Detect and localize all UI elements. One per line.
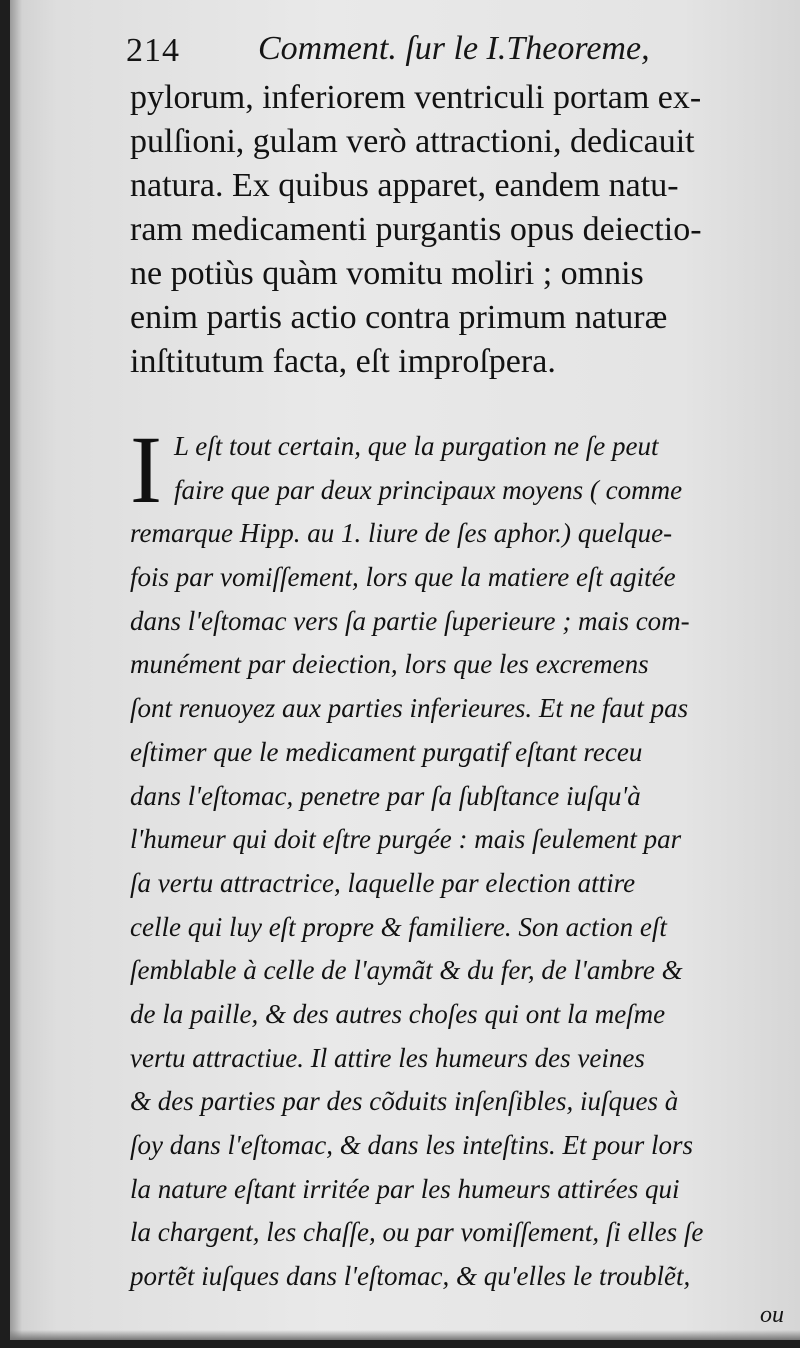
drop-cap: I xyxy=(130,416,162,523)
text-line: l'humeur qui doit eſtre purgée : mais ſeulement par xyxy=(130,824,682,855)
text-line: inſtitutum facta, eſt improſpera. xyxy=(130,343,556,380)
text-line: faire que par deux principaux moyens ( comme xyxy=(174,474,683,505)
text-line: remarque Hipp. au 1. liure de ſes aphor.) quelque- xyxy=(130,518,673,549)
text-line: celle qui luy eſt propre & familiere. Son action eſt xyxy=(130,911,667,942)
catchword: ou xyxy=(760,1302,784,1328)
text-line: munément par deiection, lors que les excremens xyxy=(130,649,649,680)
latin-paragraph xyxy=(130,76,770,384)
text-line: & des parties par des cõduits inſenſibles, iuſques à xyxy=(130,1086,679,1117)
text-line: vertu attractiue. Il attire les humeurs des veines xyxy=(130,1042,645,1073)
book-page xyxy=(10,0,800,1340)
text-line: natura. Ex quibus apparet, eandem natu- xyxy=(130,167,679,204)
text-line: la chargent, les chaſſe, ou par vomiſſement, ſi elles ſe xyxy=(130,1217,704,1248)
text-line: eſtimer que le medicament purgatif eſtant receu xyxy=(130,736,643,767)
text-line: ſont renuoyez aux parties inferieures. Et ne faut pas xyxy=(130,693,689,724)
running-title: Comment. ſur le I.Theoreme, xyxy=(258,30,650,67)
text-line: ram medicamenti purgantis opus deiectio- xyxy=(130,211,702,248)
text-line: dans l'eſtomac vers ſa partie ſuperieure ; mais com- xyxy=(130,605,690,636)
text-line: pulſioni, gulam verò attractioni, dedicauit xyxy=(130,123,695,160)
text-line: dans l'eſtomac, penetre par ſa ſubſtance iuſqu'à xyxy=(130,780,641,811)
text-line: ſoy dans l'eſtomac, & dans les inteſtins. Et pour lors xyxy=(130,1130,694,1160)
text-line: de la paille, & des autres choſes qui ont la meſme xyxy=(130,998,666,1029)
page-edge-shadow xyxy=(10,1330,800,1340)
text-line: pylorum, inferiorem ventriculi portam ex- xyxy=(130,79,702,116)
page-number: 214 xyxy=(126,32,180,69)
french-paragraph xyxy=(130,416,770,1299)
text-line: la nature eſtant irritée par les humeurs attirées qui xyxy=(130,1173,680,1204)
text-line: fois par vomiſſement, lors que la matiere eſt agitée xyxy=(130,562,676,593)
text-line: portẽt iuſques dans l'eſtomac, & qu'elles le troublẽt, xyxy=(130,1261,691,1292)
text-line: L eſt tout certain, que la purgation ne ſe peut xyxy=(174,431,659,461)
text-line: enim partis actio contra primum naturæ xyxy=(130,299,668,336)
text-line: ne potiùs quàm vomitu moliri ; omnis xyxy=(130,255,644,292)
text-line: ſa vertu attractrice, laquelle par election attire xyxy=(130,867,636,898)
page-header xyxy=(126,30,766,80)
text-line: ſemblable à celle de l'aymãt & du fer, de l'ambre & xyxy=(130,955,683,986)
